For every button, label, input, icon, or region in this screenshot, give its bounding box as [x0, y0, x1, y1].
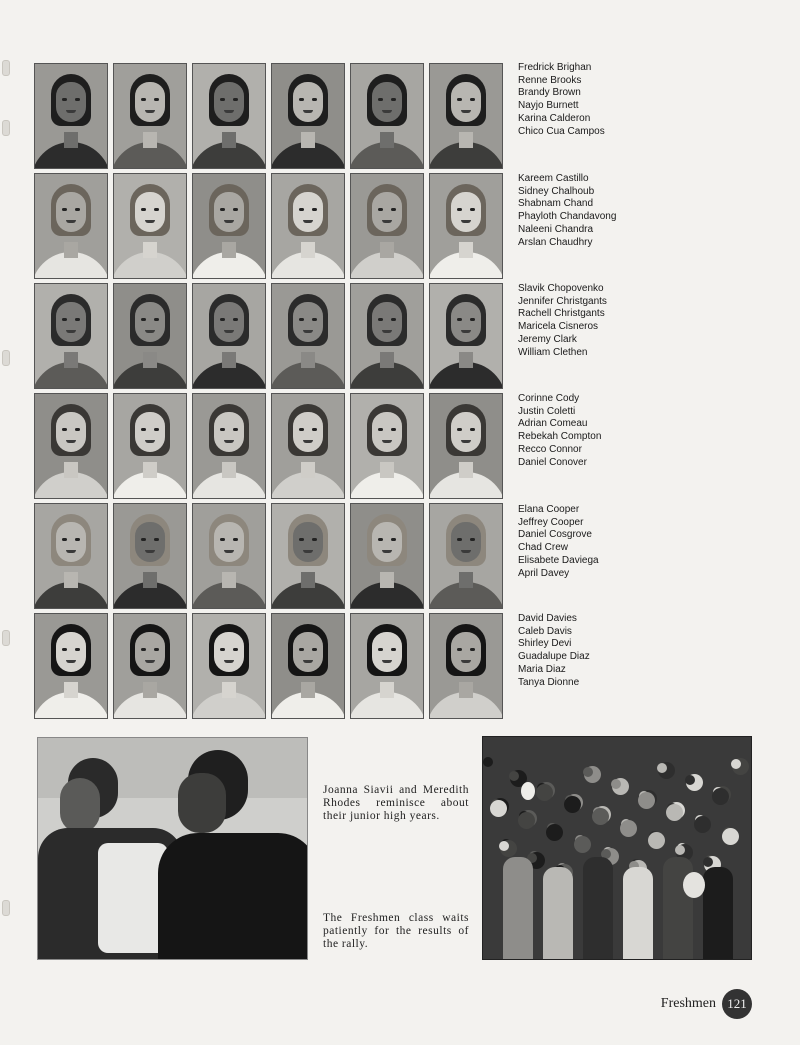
student-name: Daniel Conover: [518, 456, 587, 468]
crowd-figure: [620, 820, 637, 837]
student-name: Shirley Devi: [518, 638, 572, 650]
student-name: Guadalupe Diaz: [518, 651, 590, 663]
student-name: Arslan Chaudhry: [518, 236, 593, 248]
student-portrait: [34, 503, 108, 609]
section-title: Freshmen: [660, 996, 716, 1011]
student-name: Elisabete Daviega: [518, 554, 599, 566]
student-name: Fredrick Brighan: [518, 62, 592, 73]
student-portrait: [113, 393, 187, 499]
name-list-row-4: [518, 393, 601, 469]
crowd-figure: [685, 775, 695, 785]
name-list-row-1: [518, 62, 605, 138]
student-name: Kareem Castillo: [518, 173, 589, 184]
student-name: April Davey: [518, 567, 570, 579]
candid-photo-two-students: [37, 737, 308, 960]
student-name: Corinne Cody: [518, 393, 580, 404]
student-name: Slavik Chopovenko: [518, 283, 604, 294]
student-portrait: [271, 283, 345, 389]
candid-photo-crowd: [482, 736, 752, 960]
student-portrait: [113, 63, 187, 169]
student-name: Nayjo Burnett: [518, 100, 579, 112]
binder-hole: [2, 60, 10, 76]
student-portrait: [350, 393, 424, 499]
crowd-figure: [731, 759, 741, 769]
student-portrait: [34, 63, 108, 169]
student-portrait: [429, 63, 503, 169]
student-portrait: [271, 613, 345, 719]
crowd-figure: [675, 845, 685, 855]
student-name: Jennifer Christgants: [518, 295, 607, 307]
student-portrait: [429, 283, 503, 389]
student-name: Recco Connor: [518, 443, 582, 455]
crowd-figure: [592, 808, 609, 825]
crowd-figure: [666, 804, 683, 821]
crowd-figure: [574, 836, 591, 853]
student-portrait: [113, 613, 187, 719]
student-portrait: [350, 613, 424, 719]
student-portrait: [350, 63, 424, 169]
caption-right-photo: The Freshmen class waits patiently for the results of the rally.: [323, 912, 469, 950]
student-name: Maria Diaz: [518, 663, 566, 675]
student-name: Maricela Cisneros: [518, 321, 599, 333]
student-name: Jeffrey Cooper: [518, 516, 584, 528]
student-portrait: [429, 393, 503, 499]
standing-student: [503, 857, 533, 960]
student-name: Karina Calderon: [518, 112, 591, 124]
student-name: Chico Cua Campos: [518, 125, 605, 137]
crowd-figure: [518, 812, 535, 829]
student-portrait: [113, 283, 187, 389]
crowd-figure: [657, 763, 667, 773]
student-name: Adrian Comeau: [518, 418, 588, 430]
student-name: Daniel Cosgrove: [518, 529, 592, 541]
name-list-row-2: [518, 173, 616, 249]
standing-student: [583, 857, 613, 960]
student-portrait: [34, 393, 108, 499]
student-portrait: [192, 283, 266, 389]
student-portrait: [192, 613, 266, 719]
student-portrait: [34, 283, 108, 389]
student-name: Elana Cooper: [518, 504, 580, 515]
student-name: David Davies: [518, 613, 577, 624]
crowd-figure: [509, 771, 519, 781]
crowd-figure: [638, 792, 655, 809]
student-name: Jeremy Clark: [518, 333, 577, 345]
crowd-figure: [648, 832, 665, 849]
student-portrait: [113, 503, 187, 609]
crowd-figure: [499, 841, 509, 851]
student-name: Chad Crew: [518, 542, 569, 554]
student-name: Rebekah Compton: [518, 431, 602, 443]
crowd-figure: [490, 800, 507, 817]
student-name: Phayloth Chandavong: [518, 211, 617, 223]
portrait-grid: [34, 63, 504, 723]
student-name: Justin Coletti: [518, 405, 576, 417]
binder-hole: [2, 120, 10, 136]
student-name: William Clethen: [518, 346, 588, 358]
name-list-row-6: [518, 613, 590, 689]
balloon: [683, 872, 705, 898]
student-name: Shabnam Chand: [518, 198, 594, 210]
standing-student: [623, 867, 653, 960]
student-portrait: [34, 613, 108, 719]
standing-student: [703, 867, 733, 960]
standing-student: [543, 867, 573, 960]
student-portrait: [192, 393, 266, 499]
student-portrait: [271, 63, 345, 169]
student-portrait: [271, 393, 345, 499]
crowd-figure: [611, 779, 621, 789]
student-name: Renne Brooks: [518, 74, 582, 86]
crowd-figure: [583, 767, 593, 777]
binder-hole: [2, 630, 10, 646]
balloon: [521, 782, 535, 800]
student-portrait: [192, 63, 266, 169]
student-portrait: [429, 613, 503, 719]
crowd-figure: [536, 784, 553, 801]
student-name: Caleb Davis: [518, 625, 572, 637]
student-portrait: [429, 503, 503, 609]
student-name: Sidney Chalhoub: [518, 185, 595, 197]
student-portrait: [350, 173, 424, 279]
student-portrait: [192, 173, 266, 279]
student-name: Brandy Brown: [518, 87, 581, 99]
page-folio: [661, 989, 752, 1019]
student-name: Rachell Christgants: [518, 308, 605, 320]
student-portrait: [34, 173, 108, 279]
student-portrait: [350, 283, 424, 389]
crowd-figure: [483, 757, 493, 767]
binder-hole: [2, 900, 10, 916]
student-portrait: [192, 503, 266, 609]
student-name: Naleeni Chandra: [518, 223, 594, 235]
student-portrait: [429, 173, 503, 279]
crowd-figure: [546, 824, 563, 841]
caption-left-photo: Joanna Siavii and Meredith Rhodes reminisce about their junior high years.: [323, 784, 469, 822]
student-portrait: [350, 503, 424, 609]
page-number-badge: 121: [722, 989, 752, 1019]
student-portrait: [271, 503, 345, 609]
binder-hole: [2, 350, 10, 366]
crowd-figure: [722, 828, 739, 845]
crowd-figure: [694, 816, 711, 833]
student-portrait: [113, 173, 187, 279]
crowd-figure: [703, 857, 713, 867]
crowd-figure: [564, 796, 581, 813]
student-name: Tanya Dionne: [518, 676, 580, 688]
name-list-row-3: [518, 283, 607, 359]
name-list-row-5: [518, 504, 599, 580]
crowd-figure: [712, 788, 729, 805]
student-portrait: [271, 173, 345, 279]
